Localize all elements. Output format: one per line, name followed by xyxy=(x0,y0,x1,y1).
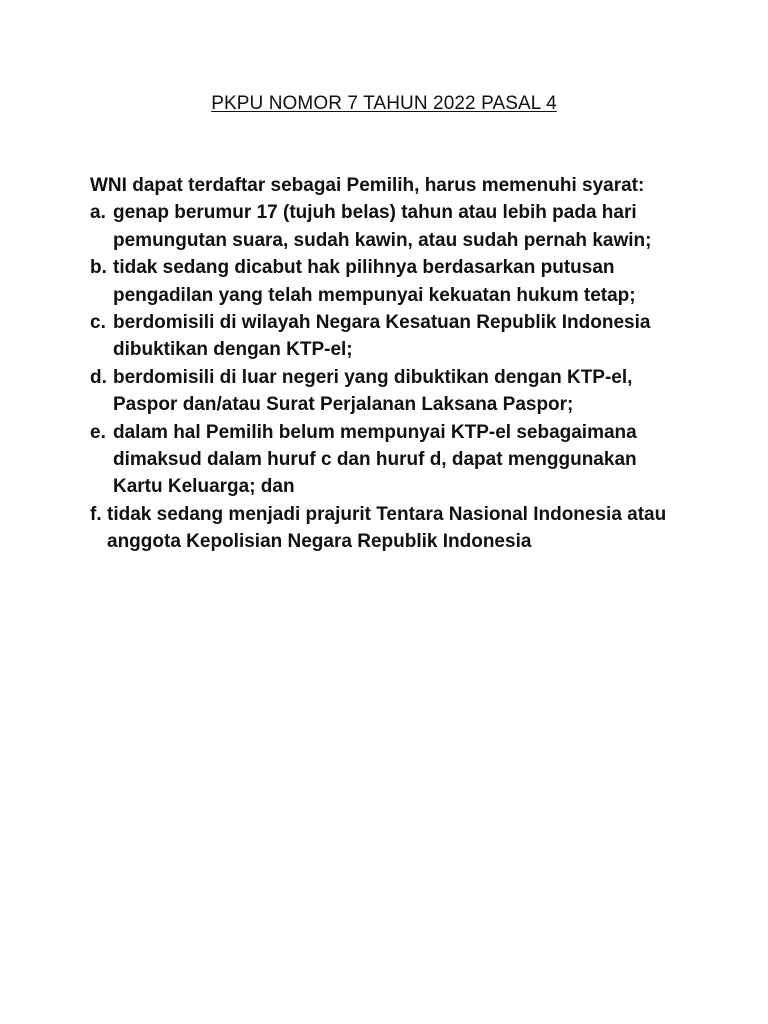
list-marker: e. xyxy=(90,421,106,443)
list-item-e xyxy=(90,419,670,501)
list-marker: f. xyxy=(90,503,102,525)
list-item-text: berdomisili di luar negeri yang dibuktikan dengan KTP-el, Paspor dan/atau Surat Perjalanan Laksana Paspor; xyxy=(113,366,633,416)
document-title: PKPU NOMOR 7 TAHUN 2022 PASAL 4 xyxy=(211,93,557,114)
list-item-text: berdomisili di wilayah Negara Kesatuan Republik Indonesia dibuktikan dengan KTP-el; xyxy=(113,312,651,361)
list-item-text: dalam hal Pemilih belum mempunyai KTP-el sebagaimana dimaksud dalam huruf c dan huruf d, dapat menggunakan Kartu Keluarga; dan xyxy=(113,421,637,498)
list-item-a xyxy=(90,199,670,254)
list-marker: a. xyxy=(90,202,106,224)
list-item-text: genap berumur 17 (tujuh belas) tahun atau lebih pada hari pemungutan suara, sudah kawin, atau sudah pernah kawin; xyxy=(113,202,652,251)
intro-paragraph: WNI dapat terdaftar sebagai Pemilih, harus memenuhi syarat: xyxy=(90,175,645,196)
list-marker: b. xyxy=(90,257,107,279)
list-item-text: tidak sedang menjadi prajurit Tentara Nasional Indonesia atau anggota Kepolisian Negara Republik Indonesia xyxy=(107,503,667,553)
list-item-d xyxy=(90,364,670,419)
list-marker: d. xyxy=(90,366,107,388)
list-item-c xyxy=(90,309,670,364)
list-item-f xyxy=(90,501,670,556)
list-item-text: tidak sedang dicabut hak pilihnya berdasarkan putusan pengadilan yang telah mempunyai kekuatan hukum tetap; xyxy=(113,257,636,306)
list-marker: c. xyxy=(90,312,106,334)
document-body xyxy=(90,172,670,556)
list-item-b xyxy=(90,254,670,309)
requirements-list xyxy=(90,199,670,555)
